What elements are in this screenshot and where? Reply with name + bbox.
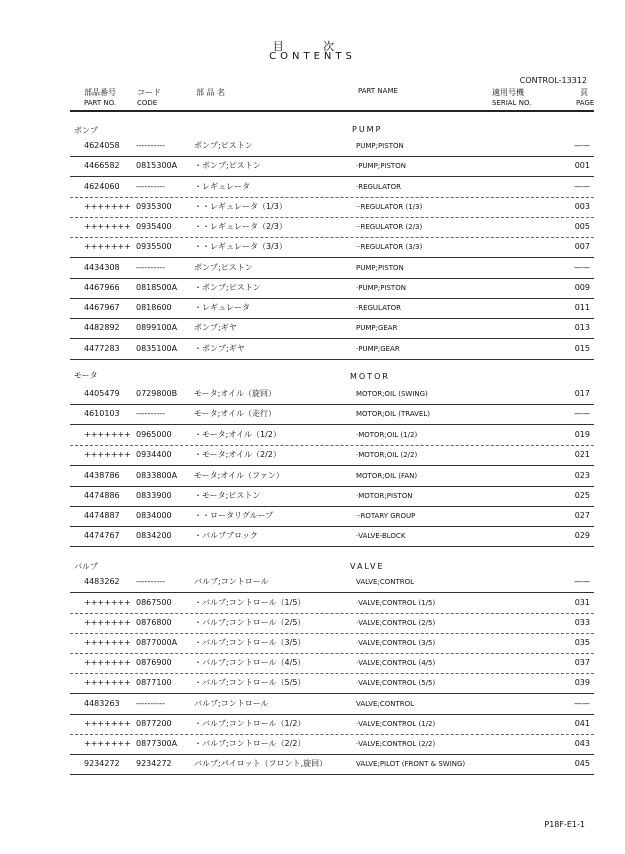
part-name-en: ·MOTOR;OIL (1/2) (356, 431, 418, 439)
table-row (70, 217, 594, 237)
part-code: 0815300A (136, 161, 178, 170)
page-number: —— (574, 182, 590, 191)
section-valve-en: VALVE (350, 562, 385, 571)
table-row (70, 506, 594, 526)
section-pump-jp: ポンプ (74, 126, 98, 135)
part-code: 0834200 (136, 531, 172, 540)
part-name-jp: ・ポンプ;ギヤ (194, 344, 245, 353)
page-number: 017 (574, 389, 590, 398)
page-number: 007 (574, 242, 590, 251)
part-name-jp: ・レギュレータ (194, 182, 250, 191)
table-row (70, 673, 594, 693)
page-number: 013 (574, 323, 590, 332)
part-number: 4624058 (84, 141, 120, 150)
part-name-jp: ポンプ;ピストン (194, 141, 253, 150)
header-part-no-jp: 部品番号 (84, 88, 116, 97)
header-name-en: PART NAME (358, 87, 398, 95)
part-name-en: ·VALVE;CONTROL (1/5) (356, 599, 436, 607)
part-code: 0935500 (136, 242, 172, 251)
part-name-jp: ・バルブブロック (194, 531, 258, 540)
table-row (70, 694, 594, 714)
part-name-en: PUMP;PISTON (356, 142, 404, 150)
part-code: 0834000 (136, 511, 172, 520)
part-code: 0867500 (136, 598, 172, 607)
part-code: 0876800 (136, 618, 172, 627)
part-name-en: ·PUMP;GEAR (356, 345, 400, 353)
part-code: 0899100A (136, 323, 178, 332)
part-number: 4482892 (84, 323, 120, 332)
table-row (70, 445, 594, 465)
part-name-jp: ・・ロータリグループ (194, 511, 274, 520)
part-name-en: ·REGULATOR (356, 183, 402, 191)
page-number: 037 (574, 658, 590, 667)
page-number: —— (574, 141, 590, 150)
table-row (70, 425, 594, 445)
title-en: CONTENTS (269, 51, 356, 62)
part-code: 0877300A (136, 739, 178, 748)
part-name-en: ·REGULATOR (356, 304, 402, 312)
part-name-jp: バルブ;コントロール (194, 577, 269, 586)
part-name-jp: ・・レギュレータ（3/3） (194, 242, 287, 251)
part-name-jp: ・ポンプ;ピストン (194, 283, 261, 292)
page-number: 045 (574, 759, 590, 768)
part-name-en: ··REGULATOR (2/3) (356, 223, 423, 231)
part-code: 0729800B (136, 389, 178, 398)
part-name-jp: ・モータ;ピストン (194, 491, 261, 500)
table-row (70, 298, 594, 318)
part-name-en: VALVE;PILOT (FRONT & SWING) (356, 760, 466, 768)
page-number: —— (574, 577, 590, 586)
part-number: +++++++ (84, 450, 131, 459)
part-number: 4477283 (84, 344, 120, 353)
part-name-en: MOTOR;OIL (SWING) (356, 390, 428, 398)
header-divider (70, 110, 594, 112)
row-divider (70, 546, 594, 547)
table-row (70, 486, 594, 506)
part-name-en: VALVE;CONTROL (356, 700, 415, 708)
part-number: +++++++ (84, 739, 131, 748)
title-jp: 目 次 (272, 40, 353, 53)
table-row (70, 593, 594, 613)
part-name-en: ·MOTOR;OIL (2/2) (356, 451, 418, 459)
page-number: 021 (574, 450, 590, 459)
table-row (70, 714, 594, 734)
part-number: 4467966 (84, 283, 120, 292)
part-name-en: ·VALVE-BLOCK (356, 532, 406, 540)
part-code: 0934400 (136, 450, 172, 459)
part-name-jp: ・・レギュレータ（2/3） (194, 222, 287, 231)
part-code: 0877000A (136, 638, 178, 647)
part-name-en: ·VALVE;CONTROL (1/2) (356, 720, 436, 728)
part-code: ---------- (136, 263, 165, 272)
control-number: CONTROL-13312 (519, 76, 587, 85)
part-code: ---------- (136, 699, 165, 708)
part-code: 0935300 (136, 202, 172, 211)
part-name-jp: モータ;オイル（ファン） (194, 471, 284, 480)
page-number: 039 (574, 678, 590, 687)
table-row (70, 526, 594, 546)
part-name-en: ··ROTARY GROUP (356, 512, 416, 520)
table-row (70, 572, 594, 592)
part-name-jp: ・バルブ;コントロール（4/5） (194, 658, 306, 667)
page-number: 035 (574, 638, 590, 647)
part-name-jp: ・・レギュレータ（1/3） (194, 202, 287, 211)
part-code: 0833800A (136, 471, 178, 480)
part-number: 9234272 (84, 759, 120, 768)
header-code-jp: コード (137, 88, 161, 97)
page-number: 011 (574, 303, 590, 312)
row-divider (70, 774, 594, 775)
part-number: +++++++ (84, 222, 131, 231)
part-name-jp: バルブ;コントロール (194, 699, 269, 708)
part-number: 4610103 (84, 409, 120, 418)
table-row (70, 258, 594, 278)
part-code: ---------- (136, 141, 165, 150)
part-number: 4467967 (84, 303, 120, 312)
part-code: 0877200 (136, 719, 172, 728)
table-row (70, 237, 594, 257)
page-number: 043 (574, 739, 590, 748)
part-name-en: ·VALVE;CONTROL (2/5) (356, 619, 436, 627)
table-row (70, 197, 594, 217)
part-number: 4483262 (84, 577, 120, 586)
part-number: 4474886 (84, 491, 120, 500)
part-name-en: MOTOR;OIL (FAN) (356, 472, 418, 480)
part-name-en: ·VALVE;CONTROL (3/5) (356, 639, 436, 647)
part-number: +++++++ (84, 678, 131, 687)
header-serial-en: SERIAL NO. (492, 99, 532, 107)
part-name-en: ··REGULATOR (1/3) (356, 203, 423, 211)
part-number: +++++++ (84, 202, 131, 211)
page-number: 015 (574, 344, 590, 353)
part-number: +++++++ (84, 658, 131, 667)
part-name-jp: ・バルブ;コントロール（2/5） (194, 618, 306, 627)
table-row (70, 633, 594, 653)
table-row (70, 754, 594, 774)
row-divider (70, 359, 594, 360)
part-name-en: ·PUMP;PISTON (356, 162, 406, 170)
page-number: 019 (574, 430, 590, 439)
header-page-jp: 頁 (580, 88, 588, 97)
header-page-en: PAGE (576, 99, 595, 107)
section-valve-jp: バルブ (74, 562, 98, 571)
part-name-jp: ・バルブ;コントロール（5/5） (194, 678, 306, 687)
part-code: ---------- (136, 577, 165, 586)
part-name-jp: ポンプ;ピストン (194, 263, 253, 272)
part-number: +++++++ (84, 618, 131, 627)
part-code: 9234272 (136, 759, 172, 768)
part-number: 4438786 (84, 471, 120, 480)
part-name-jp: モータ;オイル（走行） (194, 409, 276, 418)
table-row (70, 653, 594, 673)
part-name-en: PUMP;GEAR (356, 324, 398, 332)
part-code: 0877100 (136, 678, 172, 687)
part-name-jp: ・バルブ;コントロール（1/5） (194, 598, 306, 607)
section-pump-en: PUMP (352, 125, 383, 134)
part-code: 0876900 (136, 658, 172, 667)
page-number: 001 (574, 161, 590, 170)
part-name-jp: ・モータ;オイル（1/2） (194, 430, 281, 439)
part-name-en: ·PUMP;PISTON (356, 284, 406, 292)
part-name-jp: ・モータ;オイル（2/2） (194, 450, 281, 459)
part-name-jp: ・レギュレータ (194, 303, 250, 312)
section-motor-en: MOTOR (350, 372, 390, 381)
header-serial-jp: 適用号機 (492, 88, 524, 97)
part-name-jp: ・バルブ;コントロール（2/2） (194, 739, 306, 748)
page-footer: P18F-E1-1 (544, 820, 585, 829)
page-number: 009 (574, 283, 590, 292)
page-number: 033 (574, 618, 590, 627)
table-row (70, 177, 594, 197)
part-code: 0835100A (136, 344, 178, 353)
table-row (70, 404, 594, 424)
table-row (70, 136, 594, 156)
part-number: +++++++ (84, 719, 131, 728)
part-code: 0833900 (136, 491, 172, 500)
part-name-en: ·VALVE;CONTROL (5/5) (356, 679, 436, 687)
part-name-en: ·VALVE;CONTROL (2/2) (356, 740, 436, 748)
table-row (70, 318, 594, 338)
part-number: 4624060 (84, 182, 120, 191)
table-row (70, 613, 594, 633)
table-row (70, 734, 594, 754)
part-name-en: MOTOR;OIL (TRAVEL) (356, 410, 431, 418)
part-code: 0818600 (136, 303, 172, 312)
page-number: 027 (574, 511, 590, 520)
page-number: 041 (574, 719, 590, 728)
part-number: 4483263 (84, 699, 120, 708)
page-number: 025 (574, 491, 590, 500)
part-number: 4474887 (84, 511, 120, 520)
table-row (70, 278, 594, 298)
part-number: +++++++ (84, 430, 131, 439)
header-code-en: CODE (137, 99, 158, 107)
part-name-jp: ・ポンプ;ピストン (194, 161, 261, 170)
table-row (70, 156, 594, 176)
table-row (70, 339, 594, 359)
part-code: 0935400 (136, 222, 172, 231)
part-name-en: ··REGULATOR (3/3) (356, 243, 423, 251)
part-code: ---------- (136, 182, 165, 191)
page-number: 005 (574, 222, 590, 231)
part-name-jp: ・バルブ;コントロール（1/2） (194, 719, 306, 728)
part-number: 4466582 (84, 161, 120, 170)
header-part-no-en: PART NO. (84, 99, 117, 107)
table-row (70, 384, 594, 404)
part-number: 4405479 (84, 389, 120, 398)
part-code: 0818500A (136, 283, 178, 292)
page-number: 023 (574, 471, 590, 480)
page-number: 031 (574, 598, 590, 607)
part-name-en: PUMP;PISTON (356, 264, 404, 272)
part-name-jp: ポンプ;ギヤ (194, 323, 237, 332)
part-number: 4474767 (84, 531, 120, 540)
part-code: ---------- (136, 409, 165, 418)
part-name-jp: ・バルブ;コントロール（3/5） (194, 638, 306, 647)
page-number: —— (574, 699, 590, 708)
table-row (70, 466, 594, 486)
part-number: +++++++ (84, 598, 131, 607)
part-number: +++++++ (84, 638, 131, 647)
part-name-en: ·VALVE;CONTROL (4/5) (356, 659, 436, 667)
part-name-jp: モータ;オイル（旋回） (194, 389, 276, 398)
part-name-en: VALVE;CONTROL (356, 578, 415, 586)
section-motor-jp: モータ (74, 371, 98, 380)
page-number: 003 (574, 202, 590, 211)
part-code: 0965000 (136, 430, 172, 439)
page-number: —— (574, 263, 590, 272)
page-number: —— (574, 409, 590, 418)
page-number: 029 (574, 531, 590, 540)
part-number: 4434308 (84, 263, 120, 272)
part-number: +++++++ (84, 242, 131, 251)
part-name-en: ·MOTOR;PISTON (356, 492, 413, 500)
header-name-jp: 部 品 名 (196, 88, 226, 97)
part-name-jp: バルブ;パイロット（フロント,旋回） (194, 759, 328, 768)
